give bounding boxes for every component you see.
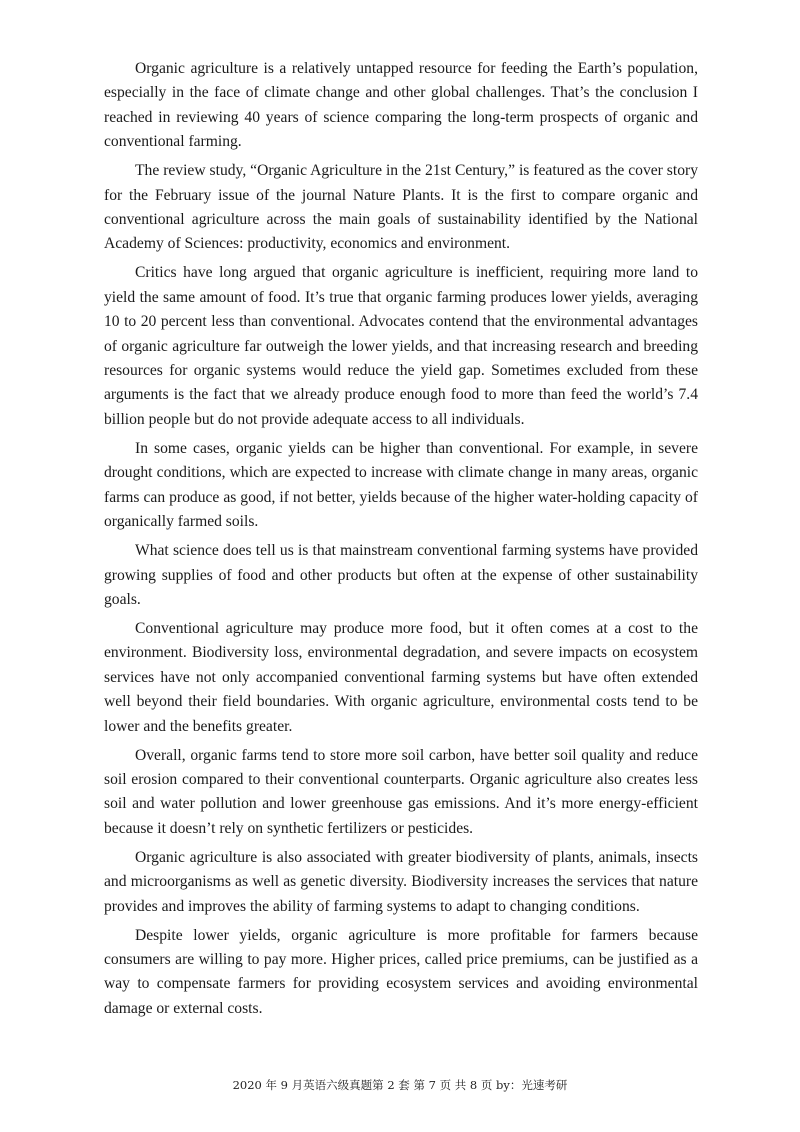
paragraph-4: In some cases, organic yields can be higher than conventional. For example, in severe drought conditions, which are expected to increase with climate change in many areas, organic farms can produce as good, if not better, yields because of the higher water-holding capacity of organically farmed soils.	[104, 439, 698, 531]
page-footer: 2020 年 9 月英语六级真题第 2 套 第 7 页 共 8 页 by：光速考研	[232, 1078, 568, 1092]
paragraph-9: Despite lower yields, organic agriculture is more profitable for farmers because consumers are willing to pay more. Higher prices, called price premiums, can be justified as a way to compensate farmers for providing ecosystem services and avoiding environmental damage or external costs.	[104, 926, 698, 1017]
paragraph-3: Critics have long argued that organic agriculture is inefficient, requiring more land to yield the same amount of food. It’s true that organic farming produces lower yields, averaging 10 to 20 percent less than conventional. Advocates contend that the environmental advantages of organic agriculture far outweigh the lower yields, and that increasing research and breeding resources for organic systems would reduce the yield gap. Sometimes excluded from these arguments is the fact that we already produce enough food to more than feed the world’s 7.4 billion people but do not provide adequate access to all individuals.	[104, 264, 698, 428]
paragraph-7: Overall, organic farms tend to store more soil carbon, have better soil quality and reduce soil erosion compared to their conventional counterparts. Organic agriculture also creates less soil and water pollution and lower greenhouse gas emissions. And it’s more energy-efficient because it doesn’t rely on synthetic fertilizers or pesticides.	[104, 746, 698, 837]
paragraph-6: Conventional agriculture may produce more food, but it often comes at a cost to the environment. Biodiversity loss, environmental degradation, and severe impacts on ecosystem services have not only accompanied conventional farming systems but have often extended well beyond their field boundaries. With organic agriculture, environmental costs tend to be lower and the benefits greater.	[104, 619, 698, 735]
paragraph-2: The review study, “Organic Agriculture in the 21st Century,” is featured as the cover story for the February issue of the journal Nature Plants. It is the first to compare organic and conventional agriculture across the main goals of sustainability identified by the National Academy of Sciences: productivity, economics and environment.	[104, 162, 698, 253]
paragraph-8: Organic agriculture is also associated with greater biodiversity of plants, animals, insects and microorganisms as well as genetic diversity. Biodiversity increases the services that nature provides and improves the ability of farming systems to adapt to changing conditions.	[104, 848, 698, 915]
paragraph-5: What science does tell us is that mainstream conventional farming systems have provided growing supplies of food and other products but often at the expense of other sustainability goals.	[104, 542, 698, 608]
article-body	[104, 57, 698, 1026]
paragraph-1: Organic agriculture is a relatively untapped resource for feeding the Earth’s population, especially in the face of climate change and other global challenges. That’s the conclusion I reached in reviewing 40 years of science comparing the long-term prospects of organic and conventional farming.	[104, 60, 698, 151]
